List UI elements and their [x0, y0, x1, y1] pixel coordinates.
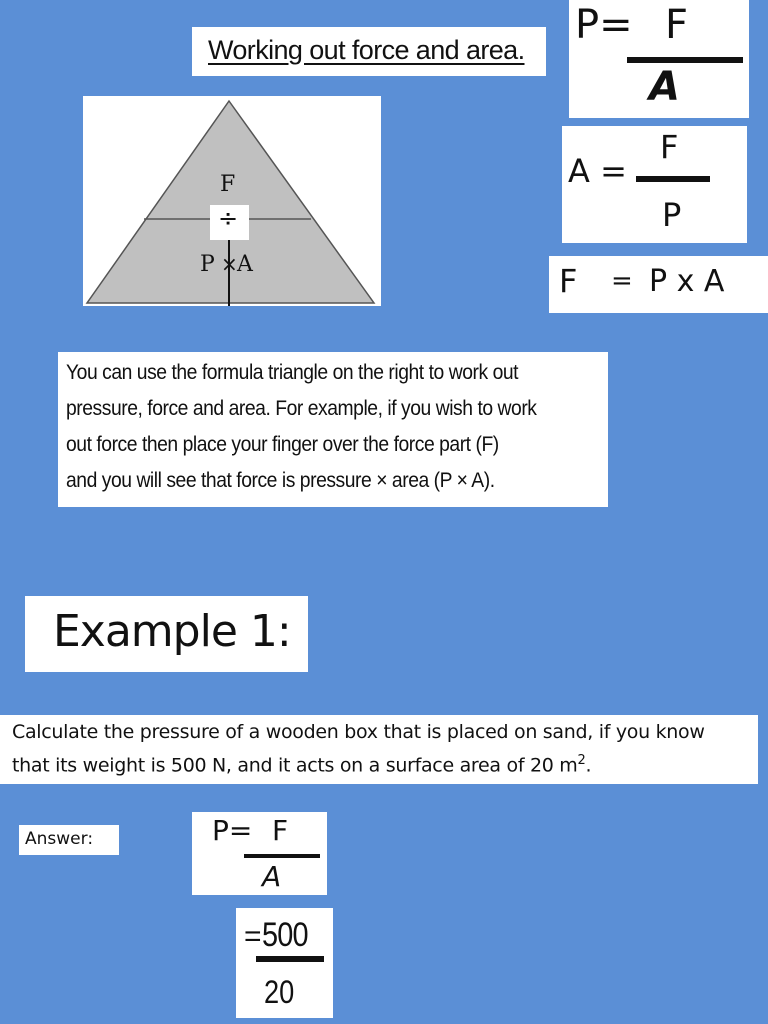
formula-area-lhs: A =	[568, 152, 627, 190]
formula-area-denominator: P	[662, 196, 682, 234]
example-heading: Example 1:	[53, 606, 291, 657]
answer-formula-numerator: F	[272, 814, 289, 847]
question-text-1: Calculate the pressure of a wooden box that is placed on sand, if you know	[12, 721, 705, 743]
formula-pressure-lhs: P=	[575, 2, 633, 48]
question-text-2: that its weight is 500 N, and it acts on a surface area of 20 m	[12, 754, 578, 777]
formula-force-rhs: P x A	[649, 264, 725, 299]
answer-step-denominator: 20	[264, 974, 295, 1010]
explanation-line-4: and you will see that force is pressure × area (P × A).	[66, 469, 495, 492]
answer-formula-denominator: A	[262, 860, 282, 893]
formula-pressure-box	[569, 0, 749, 118]
answer-label-box	[19, 825, 119, 855]
title-box	[192, 27, 546, 76]
example-heading-box	[25, 596, 308, 672]
answer-step-equals: =	[244, 920, 262, 953]
answer-step-box	[236, 908, 333, 1018]
formula-force-box	[549, 256, 768, 313]
explanation-line-3: out force then place your finger over the force part (F)	[66, 433, 499, 456]
formula-pressure-numerator: F	[665, 2, 689, 48]
triangle-force-label: F	[220, 172, 236, 197]
answer-label: Answer:	[25, 829, 94, 849]
answer-formula-box	[192, 812, 327, 895]
formula-area-numerator: F	[660, 128, 679, 166]
triangle-pressure-label: P	[200, 252, 215, 277]
fraction-bar	[244, 854, 320, 858]
fraction-bar	[256, 956, 324, 962]
question-line-2	[12, 753, 591, 776]
question-box	[0, 715, 758, 784]
question-line-1	[12, 721, 705, 743]
explanation-line-2: pressure, force and area. For example, if you wish to work	[66, 397, 537, 420]
formula-triangle-box	[83, 96, 381, 306]
superscript-two: 2	[577, 753, 586, 768]
formula-area-box	[562, 126, 747, 243]
answer-step-numerator: 500	[262, 916, 308, 954]
answer-formula-lhs: P=	[212, 814, 253, 847]
page-title: Working out force and area.	[208, 35, 525, 65]
formula-pressure-denominator: A	[649, 64, 680, 110]
times-symbol: ×	[221, 252, 238, 276]
triangle-area-label: A	[237, 252, 253, 277]
formula-force-lhs: F	[559, 262, 578, 300]
formula-force-equals: =	[611, 266, 633, 296]
question-period: .	[585, 754, 592, 777]
fraction-bar	[636, 176, 710, 182]
fraction-bar	[627, 57, 743, 63]
explanation-line-1: You can use the formula triangle on the right to work out	[66, 361, 519, 384]
divide-symbol: ÷	[218, 204, 239, 232]
explanation-box	[58, 352, 608, 507]
